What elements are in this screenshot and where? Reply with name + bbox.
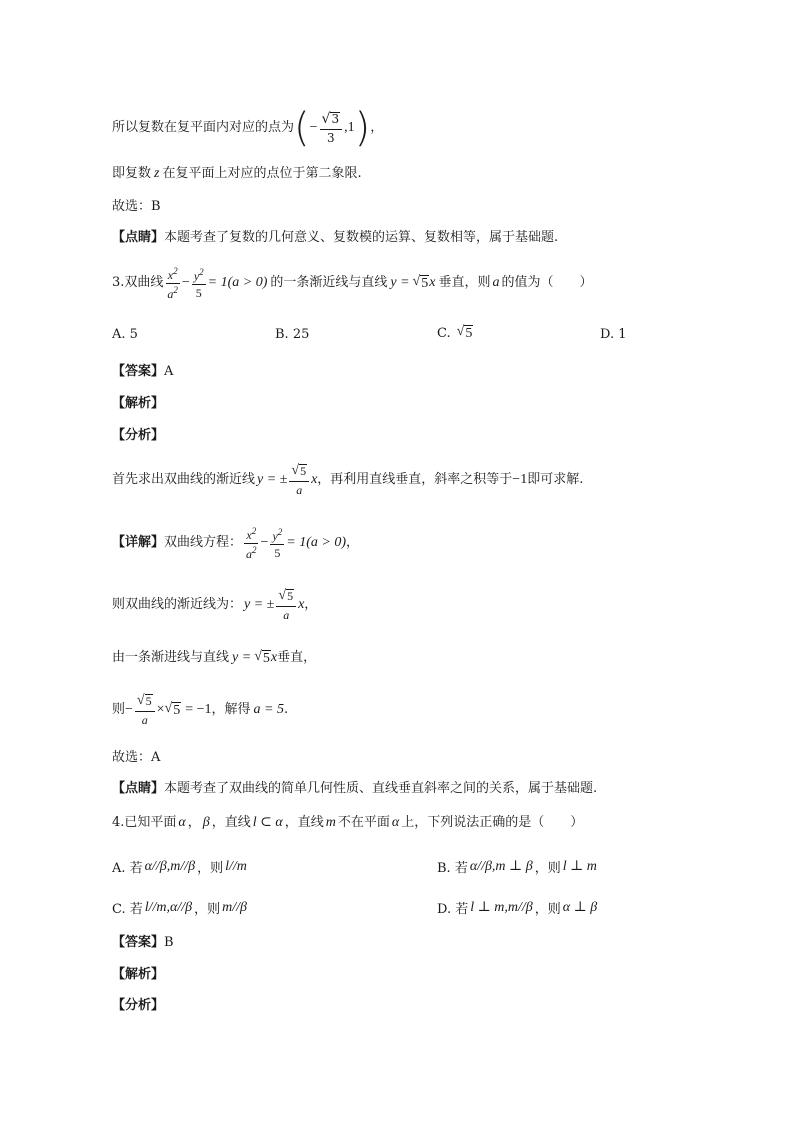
fraction-x2-a2: $\frac{x^2}{a^2}$ bbox=[246, 525, 257, 561]
tag-fenxi: 【分析】 bbox=[112, 428, 165, 443]
text: ， bbox=[304, 597, 318, 612]
math-a: a bbox=[492, 275, 500, 290]
text: . bbox=[283, 702, 289, 717]
math: −1 bbox=[512, 472, 528, 487]
tag-jiexi: 【解析】 bbox=[112, 967, 165, 982]
text: 的一条渐近线与直线 bbox=[270, 275, 388, 290]
math: l//m,α//β bbox=[144, 899, 193, 915]
comment-line bbox=[112, 228, 558, 248]
fenxi-4 bbox=[112, 996, 164, 1016]
math-alpha: α bbox=[178, 815, 186, 830]
math: = −1 bbox=[185, 702, 212, 717]
fraction-y2-5: $\frac{y^2}{5}$ bbox=[272, 526, 283, 560]
math-z: z bbox=[154, 166, 160, 181]
option-4b bbox=[437, 857, 597, 876]
math: l//m bbox=[225, 858, 247, 874]
option-label: C. 若 bbox=[112, 902, 143, 917]
text: 的值为（ ） bbox=[501, 275, 593, 290]
radicand: 5 bbox=[262, 650, 270, 666]
math-m: m bbox=[325, 815, 336, 830]
paren-right: ) bbox=[354, 105, 371, 151]
answer-3 bbox=[112, 362, 173, 382]
math-beta: β bbox=[202, 815, 210, 830]
text-line-1 bbox=[112, 105, 384, 151]
text-line-3 bbox=[112, 197, 161, 217]
text: ， bbox=[370, 120, 384, 135]
option-4d bbox=[437, 898, 597, 917]
radicand: 5 bbox=[173, 702, 181, 718]
math: l ⊥ m bbox=[562, 859, 597, 874]
denominator: a bbox=[296, 482, 303, 497]
text: 垂直， bbox=[277, 650, 317, 665]
math: α//β,m ⊥ β bbox=[469, 859, 533, 874]
math-x: x bbox=[311, 472, 318, 487]
option-label: B. 若 bbox=[437, 861, 468, 876]
math: m//β bbox=[222, 899, 248, 915]
answer-4 bbox=[112, 933, 174, 953]
radicand: 5 bbox=[421, 275, 429, 291]
math: y = ± bbox=[257, 472, 288, 487]
radicand: 5 bbox=[300, 464, 307, 479]
detail-line: 【详解】 双曲线方程： $\frac{x^2}{a^2}$ − $\frac{y^2}{5}$ = 1(a > 0) ， bbox=[112, 525, 359, 561]
math: l ⊂ α bbox=[252, 815, 283, 830]
question-4 bbox=[112, 813, 583, 833]
math: α ⊥ β bbox=[562, 900, 598, 915]
text: 本题考查了复数的几何意义、复数模的运算、复数相等，属于基础题. bbox=[164, 230, 559, 245]
text-line-9: 则 − √ 5 a × √ 5 = −1 ，解得 a = 5 . bbox=[112, 693, 289, 727]
fraction-x2-a2: $\frac{x^2}{a^2}$ bbox=[167, 265, 178, 301]
analysis-4 bbox=[112, 965, 164, 985]
text: ，直线 bbox=[284, 815, 324, 830]
minus: − bbox=[125, 702, 133, 717]
text: 垂直，则 bbox=[438, 275, 491, 290]
denominator: 3 bbox=[326, 130, 335, 145]
text: 由一条渐进线与直线 bbox=[112, 650, 230, 665]
question-number: 4.已知平面 bbox=[112, 815, 177, 830]
text: 本题考查了双曲线的简单几何性质、直线垂直斜率之间的关系，属于基础题. bbox=[164, 781, 598, 796]
option-3b bbox=[275, 327, 309, 342]
text: ， bbox=[345, 535, 359, 550]
math: α//β,m//β bbox=[144, 858, 196, 874]
tag-detail: 【详解】 bbox=[112, 535, 165, 550]
tag-answer: 【答案】 bbox=[112, 364, 165, 379]
text: ，再利用直线垂直，斜率之积等于 bbox=[317, 472, 513, 487]
question-3: 3.双曲线 $\frac{x^2}{a^2}$ − $\frac{y^2}{5}$ = 1(a > 0) 的一条渐近线与直线 y = √ 5 x 垂直，则 a 的值为（ ） bbox=[112, 265, 593, 301]
text: ，直线 bbox=[211, 815, 251, 830]
option-3c: C. √ 5 bbox=[437, 324, 473, 341]
text: 不在平面 bbox=[337, 815, 390, 830]
text: ，则 bbox=[197, 861, 224, 876]
text: ，则 bbox=[534, 861, 561, 876]
text: ，解得 bbox=[211, 702, 251, 717]
text: ，则 bbox=[534, 902, 561, 917]
math-condition: = 1(a > 0) bbox=[286, 535, 346, 550]
times: × bbox=[156, 702, 165, 717]
option-4c bbox=[112, 898, 247, 917]
tag-dianjing: 【点睛】 bbox=[112, 781, 165, 796]
denominator: a bbox=[283, 607, 290, 622]
option-4a bbox=[112, 857, 247, 876]
radicand: 3 bbox=[331, 112, 340, 127]
option-3a bbox=[112, 327, 138, 342]
text: ， bbox=[187, 815, 201, 830]
answer-value: A bbox=[164, 364, 174, 379]
fenxi-3 bbox=[112, 426, 164, 446]
option-label: B. 25 bbox=[275, 327, 310, 342]
radicand: 5 bbox=[287, 589, 294, 604]
radicand: 5 bbox=[145, 694, 152, 709]
math: y = ± bbox=[244, 597, 275, 612]
math-condition: = 1(a > 0) bbox=[207, 275, 268, 290]
math: y = bbox=[232, 650, 252, 665]
math-x: x bbox=[298, 597, 305, 612]
math-result: a = 5 bbox=[253, 702, 284, 717]
text: 则 bbox=[112, 702, 126, 717]
text-line-7: 则双曲线的渐近线为： y = ± √ 5 a x ， bbox=[112, 588, 318, 622]
tag-dianjing: 【点睛】 bbox=[112, 230, 165, 245]
option-label: D. 1 bbox=[600, 327, 627, 342]
math: y = bbox=[390, 275, 410, 290]
text: 故选：B bbox=[112, 199, 161, 214]
fraction-y2-5: $\frac{y^2}{5}$ bbox=[193, 266, 204, 300]
math: ,1 bbox=[344, 120, 355, 135]
text: 即复数 bbox=[112, 166, 152, 181]
text-line-2 bbox=[112, 164, 362, 184]
minus: − bbox=[309, 120, 318, 135]
math: l ⊥ m,m//β bbox=[470, 900, 533, 915]
text: 则双曲线的渐近线为： bbox=[112, 597, 243, 612]
tag-answer: 【答案】 bbox=[112, 935, 165, 950]
denominator: a bbox=[141, 712, 148, 727]
text: 即可求解. bbox=[527, 472, 584, 487]
analysis-3 bbox=[112, 394, 164, 414]
text-line-10 bbox=[112, 748, 160, 768]
text-line-5: 首先求出双曲线的渐近线 y = ± √ 5 a x ，再利用直线垂直，斜率之积等于 −1 即可求解. bbox=[112, 463, 584, 497]
text: 首先求出双曲线的渐近线 bbox=[112, 472, 256, 487]
text: 上，下列说法正确的是（ ） bbox=[401, 815, 584, 830]
text: 双曲线方程： bbox=[164, 535, 243, 550]
text: 故选：A bbox=[112, 750, 161, 765]
comment-line-2 bbox=[112, 779, 597, 799]
text: ，则 bbox=[194, 902, 221, 917]
math-x: x bbox=[429, 275, 436, 290]
option-label: C. bbox=[437, 325, 451, 341]
option-label: A. 5 bbox=[112, 327, 138, 342]
text: 在复平面上对应的点位于第二象限. bbox=[162, 166, 362, 181]
fraction: √ 3 3 bbox=[320, 112, 343, 143]
paren-left: ( bbox=[294, 105, 310, 151]
option-label: A. 若 bbox=[112, 861, 143, 876]
question-number: 3.双曲线 bbox=[112, 275, 164, 290]
tag-jiexi: 【解析】 bbox=[112, 396, 165, 411]
option-3d bbox=[600, 327, 627, 342]
option-label: D. 若 bbox=[437, 902, 469, 917]
answer-value: B bbox=[164, 935, 174, 950]
text: 所以复数在复平面内对应的点为 bbox=[112, 120, 295, 135]
radicand: 5 bbox=[465, 326, 473, 341]
text-line-8: 由一条渐进线与直线 y = √ 5 x 垂直， bbox=[112, 648, 316, 668]
tag-fenxi: 【分析】 bbox=[112, 998, 165, 1013]
math-alpha: α bbox=[391, 815, 400, 830]
math-x: x bbox=[270, 650, 278, 665]
